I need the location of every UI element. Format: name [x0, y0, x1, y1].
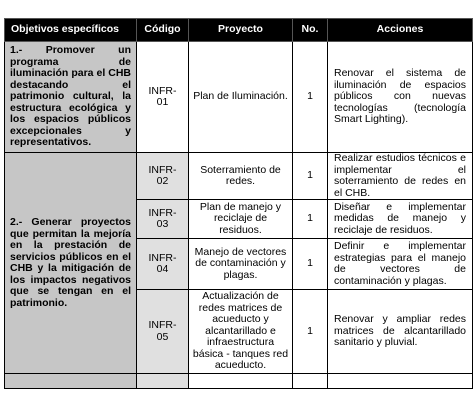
- project-cell-partial: [189, 374, 293, 389]
- action-cell: Renovar el sistema de iluminación de espacios públicos con nuevas tecnologías (tecnología Smart Lighting).: [328, 42, 473, 153]
- objectives-table: [4, 18, 473, 389]
- header-project: Proyecto: [189, 19, 293, 42]
- header-objectives: Objetivos específicos: [5, 19, 137, 42]
- action-cell: Definir e implementar estrategias para el manejo de vectores de contaminación y plagas.: [328, 239, 473, 290]
- table-row: [5, 42, 473, 153]
- action-cell: Diseñar e implementar medidas de manejo y reciclaje de residuos.: [328, 200, 473, 239]
- project-cell: Plan de Iluminación.: [189, 42, 293, 153]
- project-cell: Actualización de redes matrices de acueducto y alcantarillado e infraestructura básica - tanques red acueducto.: [189, 290, 293, 374]
- header-no: No.: [293, 19, 328, 42]
- code-cell: INFR- 01: [137, 42, 189, 153]
- code-cell-partial: [137, 374, 189, 389]
- code-cell: INFR- 04: [137, 239, 189, 290]
- project-cell: Plan de manejo y reciclaje de residuos.: [189, 200, 293, 239]
- action-cell: Renovar y ampliar redes matrices de alcantarillado sanitario y pluvial.: [328, 290, 473, 374]
- action-cell: Realizar estudios técnicos e implementar el soterramiento de redes en el CHB.: [328, 153, 473, 200]
- number-cell: 1: [293, 42, 328, 153]
- objective-cell: 2.- Generar proyectos que permitan la mejoría en la prestación de servicios públicos en el CHB y la mitigación de los impactos negativos que se tengan en el patrimonio.: [5, 153, 137, 374]
- action-cell-partial: [328, 374, 473, 389]
- number-cell-partial: [293, 374, 328, 389]
- table-row: [5, 153, 473, 200]
- number-cell: 1: [293, 290, 328, 374]
- project-cell: Soterramiento de redes.: [189, 153, 293, 200]
- objective-cell-partial: [5, 374, 137, 389]
- header-actions: Acciones: [328, 19, 473, 42]
- code-cell: INFR- 02: [137, 153, 189, 200]
- objective-cell: 1.- Promover un programa de iluminación para el CHB destacando el patrimonio cultural, la estructura ecológica y los espacios públicos excepcionales y representativos.: [5, 42, 137, 153]
- table-row-partial: [5, 374, 473, 389]
- code-cell: INFR- 03: [137, 200, 189, 239]
- header-code: Código: [137, 19, 189, 42]
- number-cell: 1: [293, 153, 328, 200]
- number-cell: 1: [293, 200, 328, 239]
- number-cell: 1: [293, 239, 328, 290]
- code-cell: INFR- 05: [137, 290, 189, 374]
- project-cell: Manejo de vectores de contaminación y plagas.: [189, 239, 293, 290]
- table-header-row: [5, 19, 473, 42]
